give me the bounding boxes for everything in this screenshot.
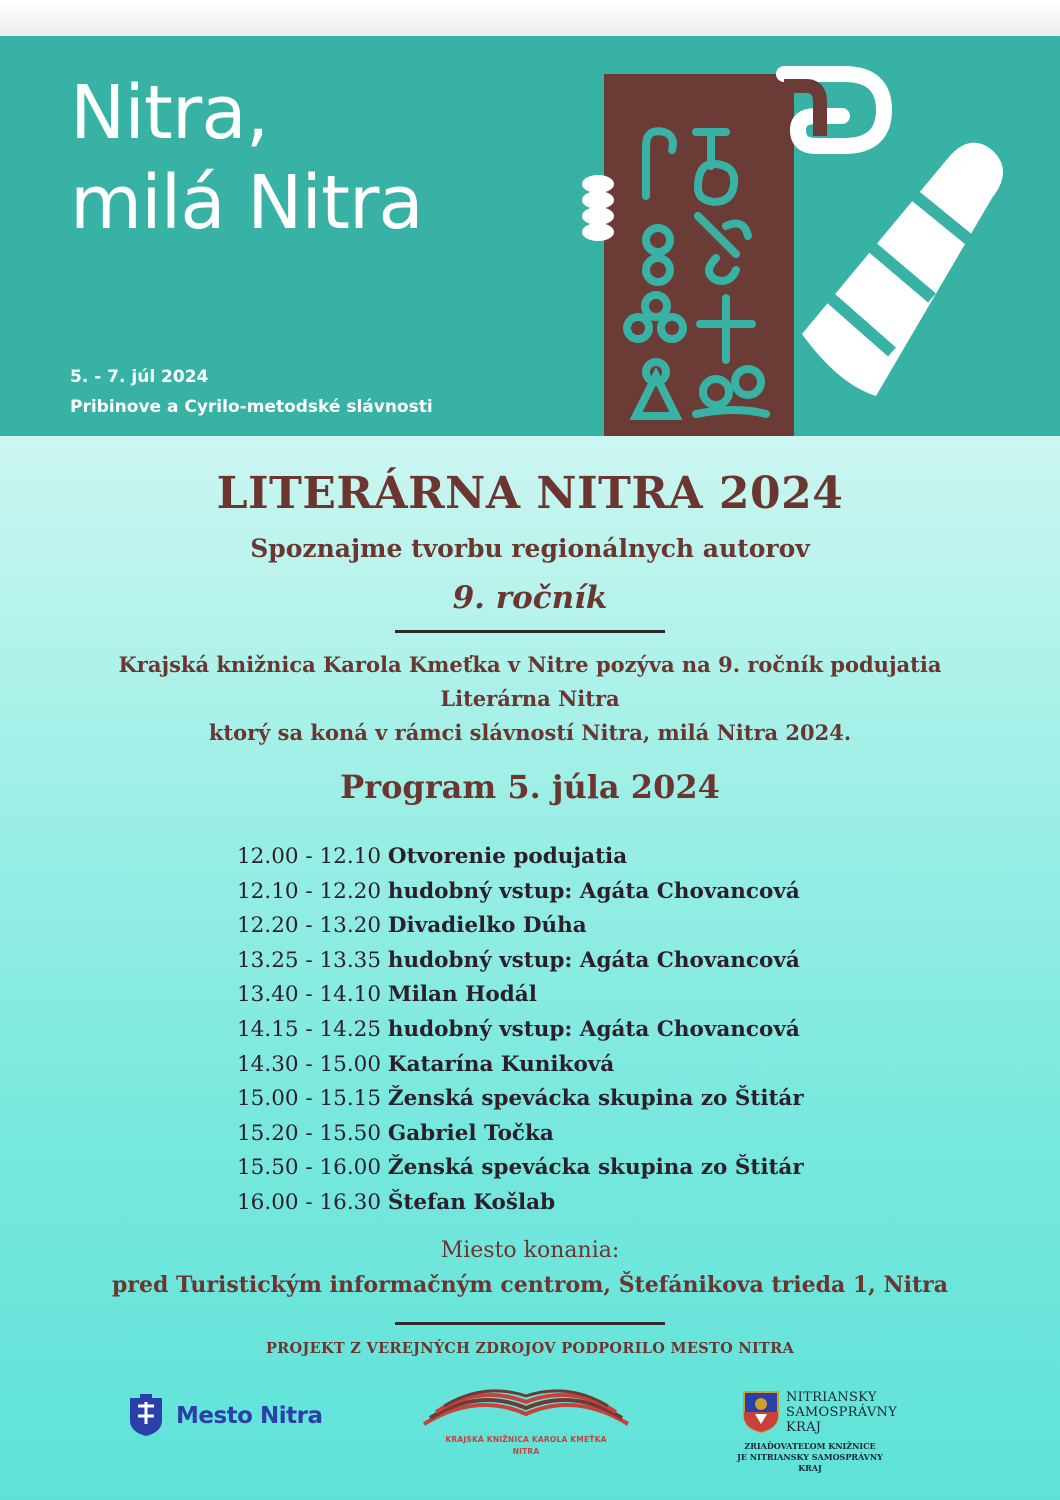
schedule-row	[237, 1013, 804, 1048]
schedule-act: hudobný vstup: Agáta Chovancová	[387, 1016, 800, 1042]
schedule-act: Katarína Kuniková	[387, 1051, 615, 1077]
schedule-row	[237, 840, 804, 875]
festival-title-line1: Nitra,	[70, 70, 269, 156]
program-schedule	[237, 840, 804, 1221]
schedule-time: 12.00 - 12.10	[237, 844, 382, 869]
festival-banner	[0, 36, 1060, 436]
event-edition: 9. ročník	[452, 580, 608, 616]
festival-name: Pribinove a Cyrilo-metodské slávnosti	[70, 397, 433, 417]
schedule-time: 12.10 - 12.20	[237, 878, 382, 904]
mesto-nitra-logo	[126, 1394, 322, 1438]
schedule-time: 13.25 - 13.35	[237, 947, 382, 973]
kniznica-name: KRAJSKÁ KNIŽNICA KAROLA KMEŤKA	[445, 1435, 607, 1444]
nsk-logo	[737, 1390, 898, 1474]
glagolitic-scroll-illustration	[576, 66, 1016, 436]
event-subtitle: Spoznajme tvorbu regionálnych autorov	[250, 534, 810, 563]
kniznica-logo	[420, 1384, 632, 1458]
event-title: LITERÁRNA NITRA 2024	[216, 468, 844, 519]
nsk-name-line2: SAMOSPRÁVNY	[786, 1405, 898, 1420]
poster-content	[0, 436, 1060, 1500]
intro-line-3: ktorý sa koná v rámci slávností Nitra, milá Nitra 2024.	[208, 720, 852, 745]
schedule-act: Ženská spevácka skupina zo Štitár	[387, 1155, 804, 1181]
schedule-row	[237, 944, 804, 979]
kniznica-city: NITRA	[512, 1447, 540, 1456]
nsk-note-line2: JE NITRIANSKY SAMOSPRÁVNY KRAJ	[737, 1452, 883, 1473]
intro-line-2: Literárna Nitra	[440, 686, 620, 711]
nsk-name-line1: NITRIANSKY	[786, 1390, 877, 1405]
schedule-act: Milan Hodál	[387, 982, 537, 1008]
schedule-row	[237, 909, 804, 944]
schedule-act: Štefan Košlab	[387, 1189, 556, 1215]
nsk-note-line1: ZRIAĎOVATEĽOM KNIŽNICE	[744, 1441, 876, 1451]
nsk-crest-icon	[742, 1390, 780, 1434]
kniznica-logo-text	[420, 1434, 632, 1458]
schedule-act: hudobný vstup: Agáta Chovancová	[387, 878, 800, 904]
pen-nib	[802, 143, 1003, 396]
schedule-act: Divadielko Dúha	[387, 913, 587, 939]
schedule-row	[237, 875, 804, 910]
event-intro	[0, 648, 1060, 750]
funding-note: PROJEKT Z VEREJNÝCH ZDROJOV PODPORILO MESTO NITRA	[265, 1340, 795, 1357]
schedule-time: 15.20 - 15.50	[237, 1120, 382, 1146]
schedule-act: Gabriel Točka	[387, 1120, 554, 1146]
schedule-row	[237, 1151, 804, 1186]
program-title: Program 5. júla 2024	[340, 768, 720, 806]
mesto-nitra-logo-text: Mesto Nitra	[176, 1403, 323, 1429]
festival-title	[70, 68, 423, 248]
schedule-time: 15.50 - 16.00	[237, 1155, 382, 1181]
nsk-name	[786, 1390, 897, 1435]
open-book-icon	[420, 1384, 632, 1430]
schedule-time: 13.40 - 14.10	[237, 982, 382, 1008]
schedule-time: 14.15 - 14.25	[237, 1016, 382, 1042]
schedule-row	[237, 1117, 804, 1152]
schedule-act: Ženská spevácka skupina zo Štitár	[387, 1086, 804, 1112]
intro-line-1: Krajská knižnica Karola Kmeťka v Nitre pozýva na 9. ročník podujatia	[118, 652, 942, 677]
festival-title-line2: milá Nitra	[70, 160, 423, 246]
nsk-note	[730, 1441, 890, 1474]
mesto-nitra-crest-icon	[126, 1394, 166, 1438]
schedule-time: 12.20 - 13.20	[237, 913, 382, 939]
schedule-time: 16.00 - 16.30	[237, 1189, 382, 1215]
venue-label: Miesto konania:	[440, 1238, 620, 1263]
divider-bottom	[395, 1322, 665, 1325]
schedule-act: hudobný vstup: Agáta Chovancová	[387, 947, 800, 973]
schedule-time: 15.00 - 15.15	[237, 1086, 382, 1112]
top-strip	[0, 0, 1060, 36]
schedule-act: Otvorenie podujatia	[387, 844, 628, 869]
schedule-row	[237, 1186, 804, 1221]
schedule-row	[237, 978, 804, 1013]
nsk-name-line3: KRAJ	[786, 1420, 822, 1435]
divider-top	[395, 630, 665, 633]
festival-dates: 5. - 7. júl 2024	[70, 367, 209, 387]
venue-address: pred Turistickým informačným centrom, Štefánikova trieda 1, Nitra	[112, 1272, 948, 1298]
schedule-row	[237, 1082, 804, 1117]
schedule-time: 14.30 - 15.00	[237, 1051, 382, 1077]
festival-info	[70, 362, 433, 422]
schedule-row	[237, 1048, 804, 1083]
